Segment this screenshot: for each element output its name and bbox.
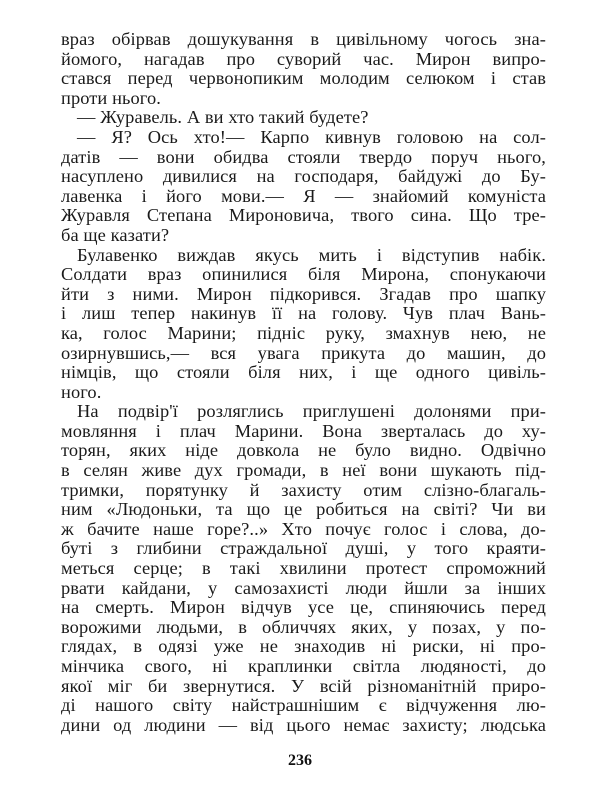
text-line: ка, голос Марини; підніс руку, змахнув нею, не [61,322,546,343]
text-line: — Журавель. А ви хто такий будете? [77,107,369,128]
text-line: стався перед червонопиким молодим селюком і став [61,68,546,89]
text-line: буті з глибини страждальної душі, у того краяти- [61,538,546,559]
text-line: торян, яких ніде довкола не було видно. Одвічно [61,440,546,461]
page-number: 236 [288,752,312,769]
text-line: ж бачите наше горе?..» Хто почує голос і слова, до- [61,518,546,539]
text-line: — Я? Ось хто!— Карпо кивнув головою на сол- [77,126,546,147]
text-line: ді нашого світу найстрашнішим є відчуження лю- [61,695,546,716]
text-line: ним «Людоньки, та що це робиться на світі? Чи ви [61,499,546,520]
text-line: ба ще казати? [61,224,170,245]
dialogue-paragraph [61,128,546,246]
text-line: йомого, нагадав про суворий час. Мирон випро- [61,48,546,69]
paragraph [61,402,546,735]
text-line: ворожими людьми, в обличчях яких, у позах, у по- [61,616,546,637]
text-line: німців, що стояли біля них, і ще одного цивіль- [61,362,546,383]
text-line: мінчика свого, ні краплинки світла людяності, до [61,656,546,676]
text-line: дини од людини — від цього немає захисту; людська [61,714,546,735]
text-line: Булавенко виждав якусь мить і відступив набік. [77,244,546,265]
text-line: Солдати враз опинилися біля Мирона, спонукаючи [61,264,546,285]
text-line: Журавля Степана Мироновича, твого сина. Що тре- [61,205,546,226]
dialogue-paragraph [61,108,546,128]
paragraph [61,246,546,403]
text-line: проти нього. [61,87,161,108]
text-line: мовляння і плач Марини. Вона зверталась до ху- [61,420,546,441]
book-page-text [61,30,546,735]
text-line: глядах, в одязі уже не знаходив ні риски, ні про- [61,636,546,657]
text-line: на смерть. Мирон відчув усе це, спиняючись перед [61,597,546,618]
text-line: тримки, порятунку й захисту отим слізно-благаль- [61,479,546,500]
text-line: ного. [61,381,102,402]
text-line: рвати кайдани, у самозахисті люди йшли за інших [61,577,546,598]
text-line: враз обірвав дошукування в цивільному чогось зна- [61,29,546,49]
paragraph [61,30,546,108]
text-line: датів — вони обидва стояли твердо поруч нього, [61,146,546,167]
text-line: озирнувшись,— вся увага прикута до машин, до [61,342,546,363]
text-line: якої міг би звернутися. У всій різноманітній приро- [61,675,546,696]
text-line: насуплено дивилися на господаря, байдужі до Бу- [61,166,546,187]
text-line: лавенка і його мови.— Я — знайомий комуніста [61,185,546,206]
text-line: меться серце; в такі хвилини протест спроможний [61,558,546,579]
text-line: і лиш тепер накинув її на голову. Чув плач Вань- [61,303,546,324]
text-line: На подвір'ї розляглись приглушені долонями при- [77,401,546,422]
text-line: в селян живе дух громади, в неї вони шукають під- [61,460,546,481]
text-line: йти з ними. Мирон підкорився. Згадав про шапку [61,283,546,304]
